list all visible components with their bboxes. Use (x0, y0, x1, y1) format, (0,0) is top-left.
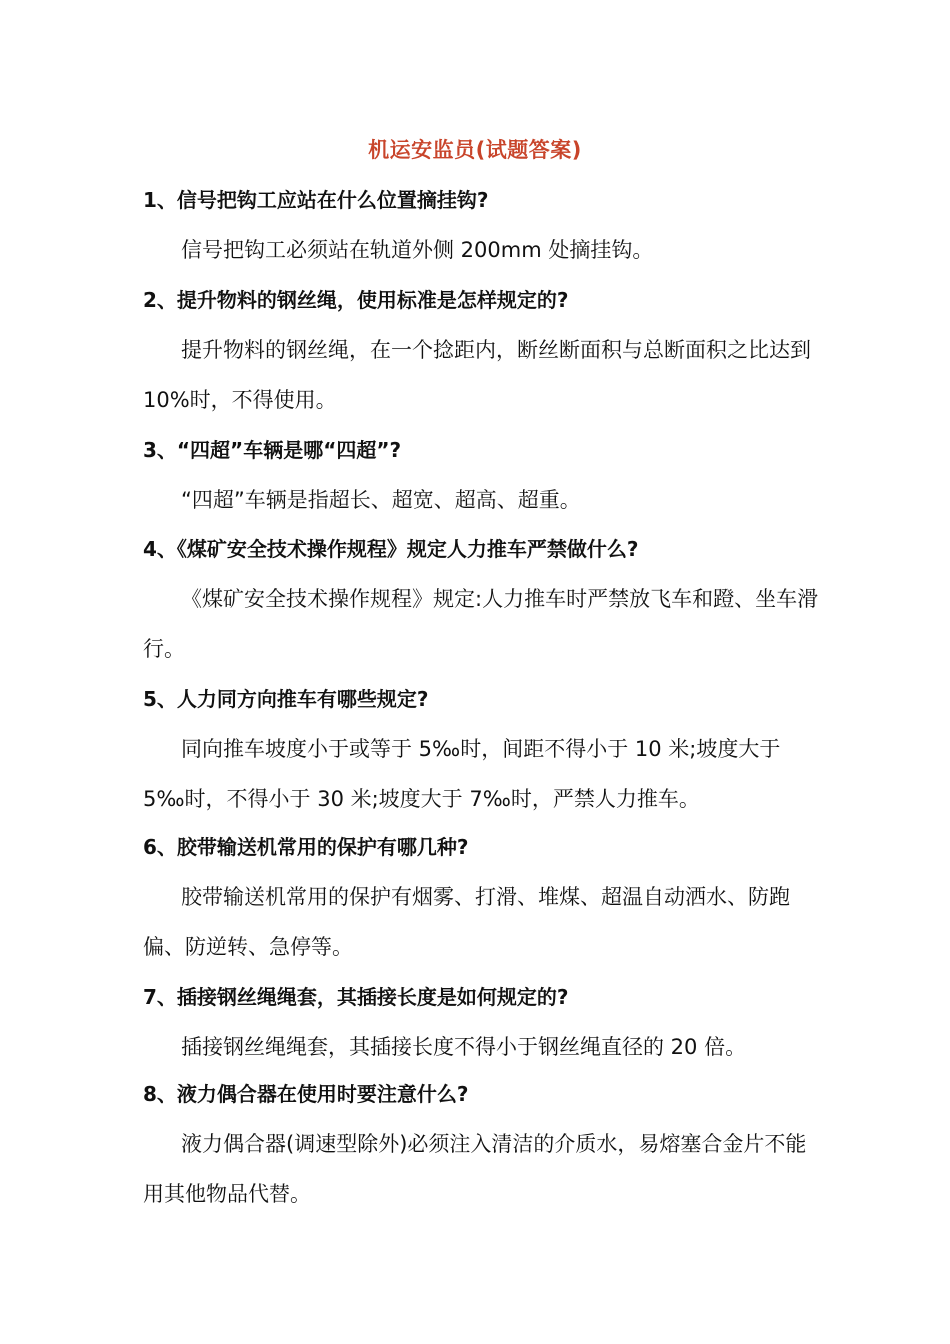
question-7: 7、插接钢丝绳绳套，其插接长度是如何规定的? (143, 985, 569, 1009)
question-1: 1、信号把钩工应站在什么位置摘挂钩? (143, 188, 489, 212)
qa-item-6 (143, 831, 823, 972)
answer-3: “四超”车辆是指超长、超宽、超高、超重。 (181, 488, 581, 512)
answer-7: 插接钢丝绳绳套，其插接长度不得小于钢丝绳直径的 20 倍。 (181, 1035, 747, 1059)
qa-item-2 (143, 284, 823, 425)
qa-item-8 (143, 1078, 823, 1219)
answer-2: 提升物料的钢丝绳，在一个捻距内，断丝断面积与总断面积之比达到 10%时，不得使用。 (143, 338, 811, 412)
question-5: 5、人力同方向推车有哪些规定? (143, 687, 429, 711)
question-6: 6、胶带输送机常用的保护有哪几种? (143, 835, 469, 859)
qa-item-4 (143, 533, 823, 674)
qa-item-1 (143, 184, 823, 275)
answer-8: 液力偶合器(调速型除外)必须注入清洁的介质水，易熔塞合金片不能用其他物品代替。 (143, 1132, 807, 1206)
question-4: 4、《煤矿安全技术操作规程》规定人力推车严禁做什么? (143, 537, 639, 561)
question-2: 2、提升物料的钢丝绳，使用标准是怎样规定的? (143, 288, 569, 312)
question-8: 8、液力偶合器在使用时要注意什么? (143, 1082, 469, 1106)
qa-item-5 (143, 683, 823, 824)
answer-4: 《煤矿安全技术操作规程》规定:人力推车时严禁放飞车和蹬、坐车滑行。 (143, 587, 819, 661)
qa-item-7 (143, 981, 823, 1072)
answer-1: 信号把钩工必须站在轨道外侧 200mm 处摘挂钩。 (181, 238, 654, 262)
question-3: 3、“四超”车辆是哪“四超”? (143, 438, 402, 462)
qa-item-3 (143, 434, 823, 525)
answer-6: 胶带输送机常用的保护有烟雾、打滑、堆煤、超温自动洒水、防跑偏、防逆转、急停等。 (143, 885, 790, 959)
answer-5: 同向推车坡度小于或等于 5‰时，间距不得小于 10 米;坡度大于 5‰时，不得小于 30 米;坡度大于 7‰时，严禁人力推车。 (143, 737, 781, 811)
document-title: 机运安监员(试题答案) (368, 138, 582, 162)
